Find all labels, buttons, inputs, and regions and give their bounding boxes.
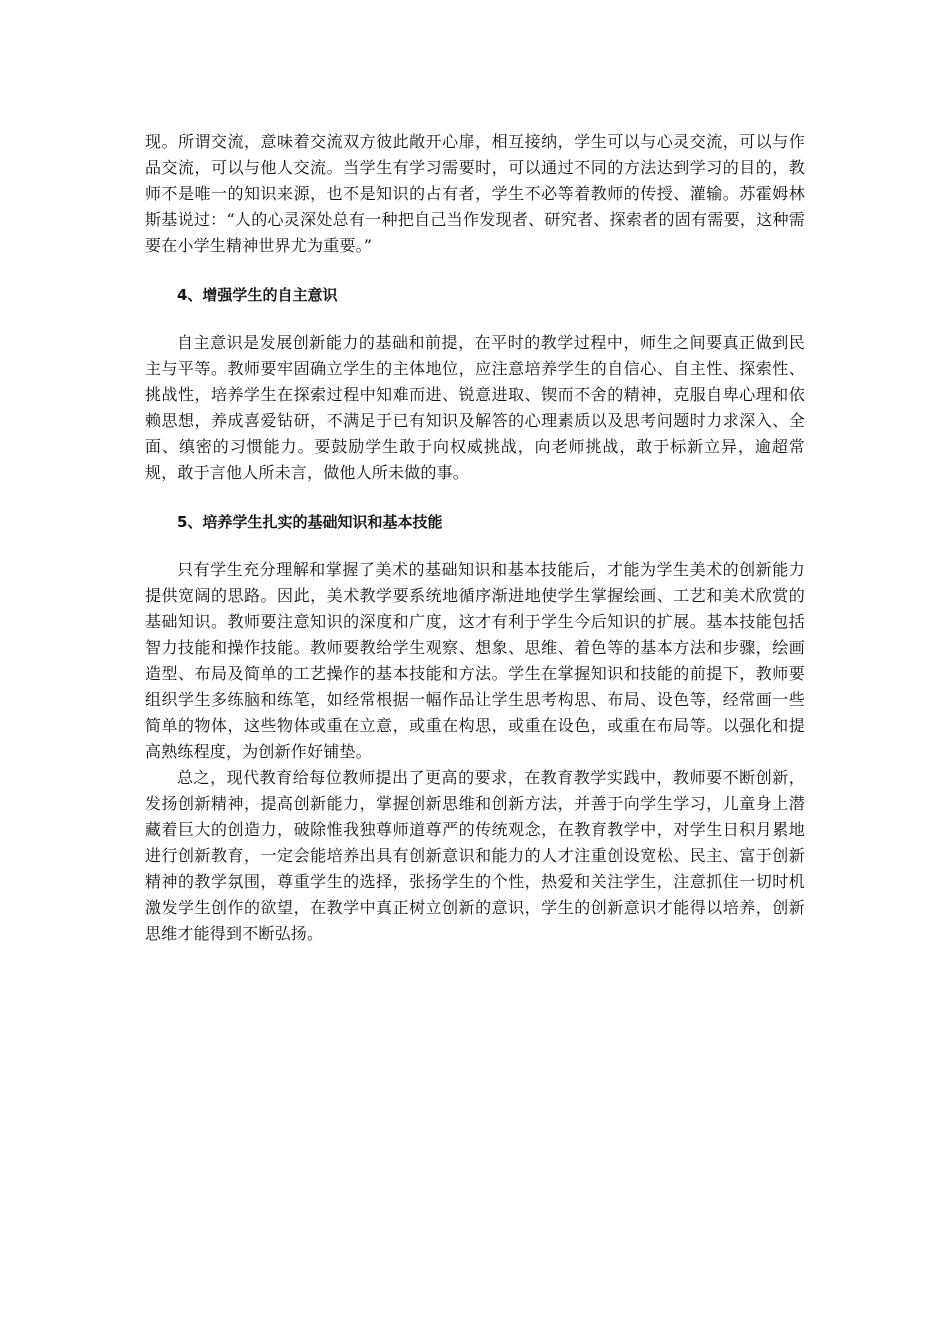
section-5-heading: 5、培养学生扎实的基础知识和基本技能: [177, 513, 443, 531]
document-page: [145, 129, 805, 947]
section-4-paragraph: 自主意识是发展创新能力的基础和前提，在平时的教学过程中，师生之间要真正做到民主与平等。教师要牢固确立学生的主体地位，应注意培养学生的自信心、自主性、探索性、挑战性，培养学生在探索过程中知难而进、锐意进取、锲而不舍的精神，克服自卑心理和依赖思想，养成喜爱钻研，不满足于已有知识及解答的心理素质以及思考问题时力求深入、全面、缜密的习惯能力。要鼓励学生敢于向权威挑战，向老师挑战，敢于标新立异，逾超常规，敢于言他人所未言，做他人所未做的事。: [145, 333, 805, 482]
conclusion-paragraph: 总之，现代教育给每位教师提出了更高的要求，在教育教学实践中，教师要不断创新，发扬创新精神，提高创新能力，掌握创新思维和创新方法，并善于向学生学习，儿童身上潜藏着巨大的创造力，破除惟我独尊师道尊严的传统观念，在教育教学中，对学生日积月累地进行创新教育，一定会能培养出具有创新意识和能力的人才注重创设宽松、民主、富于创新精神的教学氛围，尊重学生的选择，张扬学生的个性，热爱和关注学生，注意抓住一切时机激发学生创作的欲望，在教学中真正树立创新的意识，学生的创新意识才能得以培养，创新思维才能得到不断弘扬。: [145, 768, 805, 943]
section-4-heading: 4、增强学生的自主意识: [177, 286, 338, 304]
intro-paragraph: 现。所谓交流，意味着交流双方彼此敞开心扉，相互接纳，学生可以与心灵交流，可以与作品交流，可以与他人交流。当学生有学习需要时，可以通过不同的方法达到学习的目的，教师不是唯一的知识来源，也不是知识的占有者，学生不必等着教师的传授、灌输。苏霍姆林斯基说过：“人的心灵深处总有一种把自己当作发现者、研究者、探索者的固有需要，这种需要在小学生精神世界尤为重要。”: [145, 132, 805, 255]
section-5-paragraph: 只有学生充分理解和掌握了美术的基础知识和基本技能后，才能为学生美术的创新能力提供宽阔的思路。因此，美术教学要系统地循序渐进地使学生掌握绘画、工艺和美术欣赏的基础知识。教师要注意知识的深度和广度，这才有利于学生今后知识的扩展。基本技能包括智力技能和操作技能。教师要教给学生观察、想象、思维、着色等的基本方法和步骤，绘画造型、布局及简单的工艺操作的基本技能和方法。学生在掌握知识和技能的前提下，教师要组织学生多练脑和练笔，如经常根据一幅作品让学生思考构思、布局、设色等，经常画一些简单的物体，这些物体或重在立意，或重在构思，或重在设色，或重在布局等。以强化和提高熟练程度，为创新作好铺垫。: [145, 560, 805, 761]
